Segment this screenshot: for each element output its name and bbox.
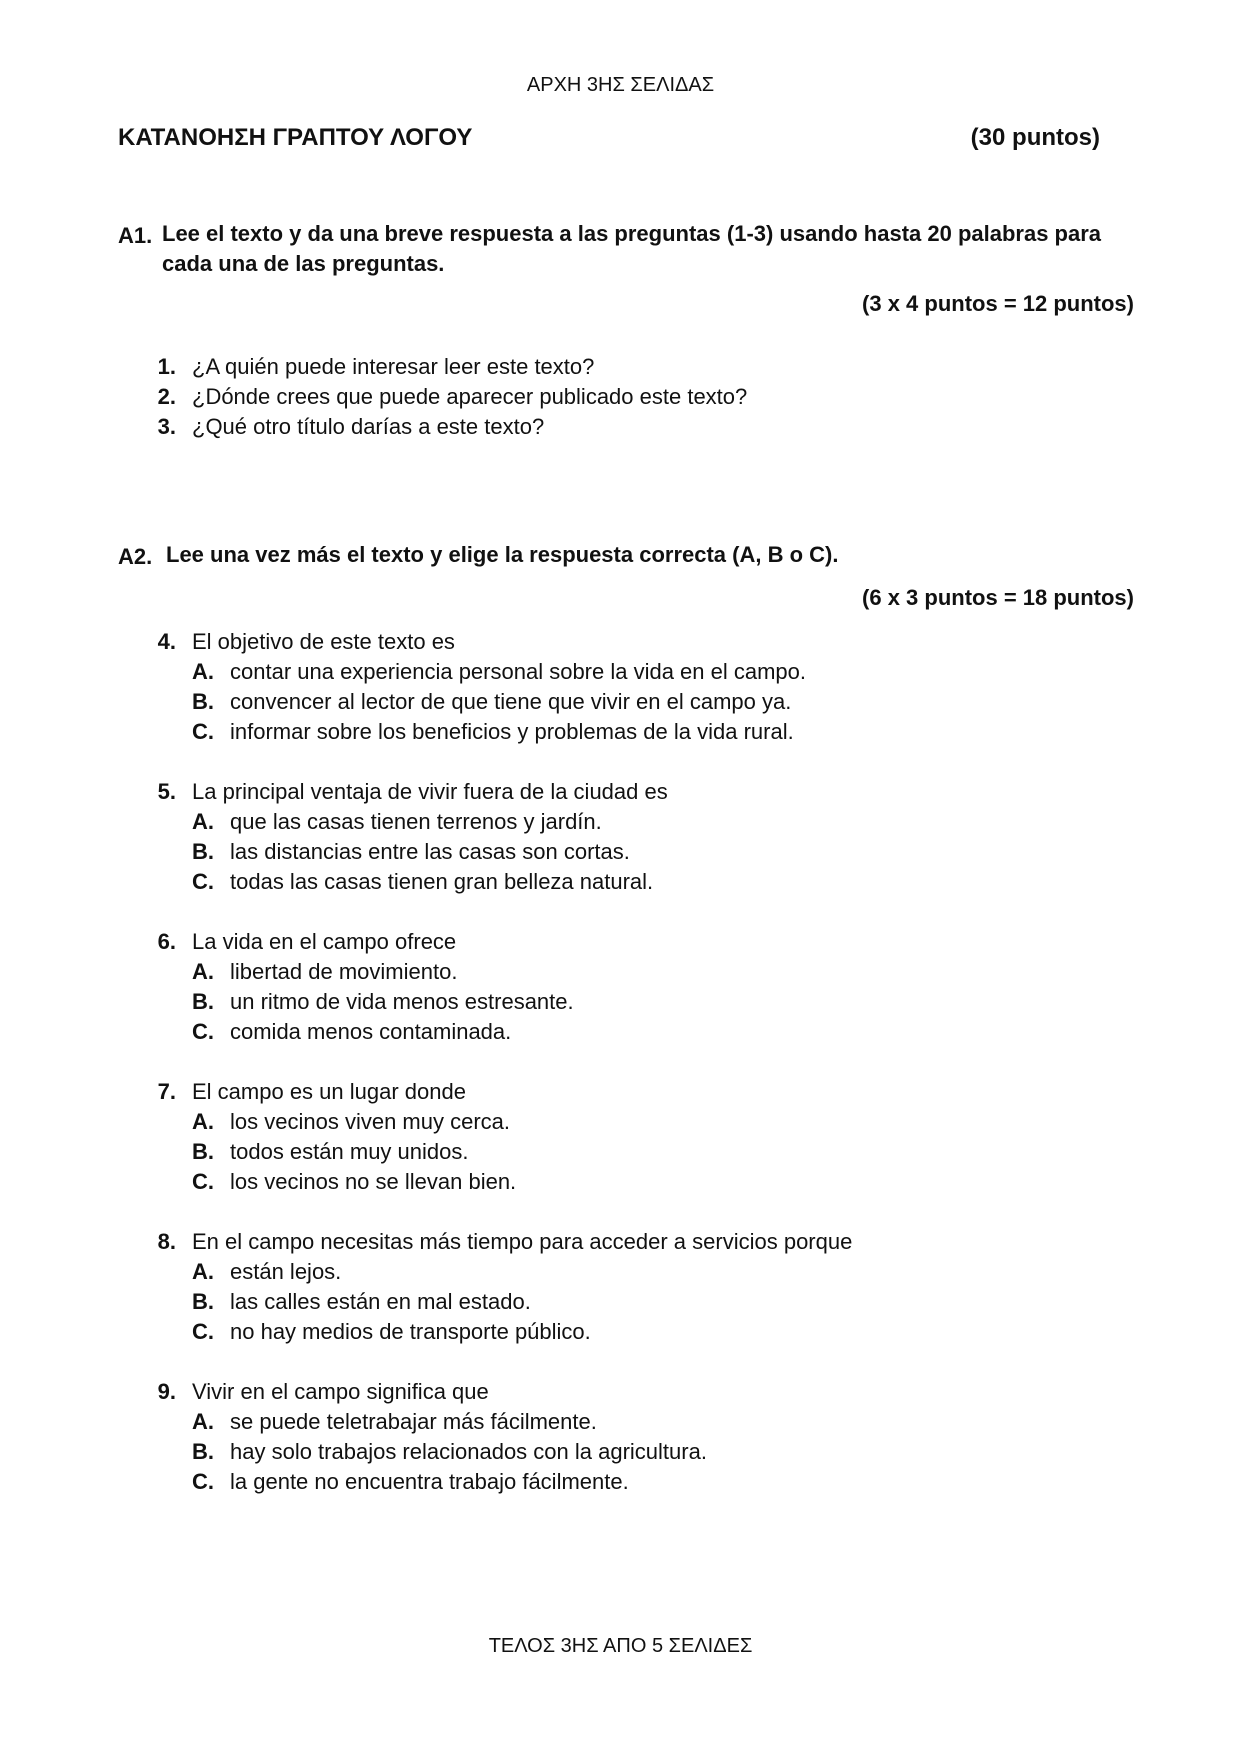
option-letter: C.: [192, 869, 214, 894]
a1-instruction-line1: Lee el texto y da una breve respuesta a las preguntas (1-3) usando hasta 20 palabras para: [162, 221, 1102, 246]
question-number: 4.: [157, 629, 176, 654]
question-number: 3.: [157, 414, 176, 439]
question-number: 6.: [157, 929, 176, 954]
option-letter: B.: [192, 1289, 214, 1314]
a2-label: A2.: [118, 544, 153, 569]
section-points: (30 puntos): [970, 124, 1100, 151]
a2-score: (6 x 3 puntos = 18 puntos): [862, 585, 1134, 610]
option-letter: A.: [192, 809, 214, 834]
option-letter: B.: [192, 989, 214, 1014]
question-number: 2.: [157, 384, 176, 409]
question-text: ¿A quién puede interesar leer este texto?: [192, 354, 595, 379]
option-letter: C.: [192, 719, 214, 744]
question-number: 7.: [157, 1079, 176, 1104]
option-letter: C.: [192, 1019, 214, 1044]
question-text: Vivir en el campo significa que: [192, 1379, 489, 1404]
option-letter: C.: [192, 1319, 214, 1344]
option-letter: A.: [192, 959, 214, 984]
question-number: 9.: [157, 1379, 176, 1404]
question-text: En el campo necesitas más tiempo para acceder a servicios porque: [192, 1229, 853, 1254]
option-text: libertad de movimiento.: [230, 959, 458, 984]
page-footer: ΤΕΛΟΣ 3ΗΣ ΑΠΟ 5 ΣΕΛΙΔΕΣ: [488, 1635, 753, 1657]
a2-instruction: Lee una vez más el texto y elige la respuesta correcta (A, B o C).: [166, 542, 839, 567]
question-text: El objetivo de este texto es: [192, 629, 455, 654]
option-letter: B.: [192, 1139, 214, 1164]
question-text: El campo es un lugar donde: [192, 1079, 466, 1104]
page-header: ΑΡΧΗ 3ΗΣ ΣΕΛΙΔΑΣ: [526, 74, 715, 96]
option-text: las calles están en mal estado.: [230, 1289, 531, 1314]
option-letter: A.: [192, 1109, 214, 1134]
option-text: la gente no encuentra trabajo fácilmente.: [230, 1469, 629, 1494]
a1-label: A1.: [118, 223, 153, 248]
option-letter: B.: [192, 1439, 214, 1464]
section-title: ΚΑΤΑΝΟΗΣΗ ΓΡΑΠΤΟΥ ΛΟΓΟΥ: [118, 124, 473, 151]
option-text: comida menos contaminada.: [230, 1019, 512, 1044]
option-text: se puede teletrabajar más fácilmente.: [230, 1409, 597, 1434]
option-text: que las casas tienen terrenos y jardín.: [230, 809, 602, 834]
option-text: las distancias entre las casas son cortas.: [230, 839, 630, 864]
option-text: un ritmo de vida menos estresante.: [230, 989, 574, 1014]
question-text: ¿Qué otro título darías a este texto?: [192, 414, 545, 439]
option-text: los vecinos viven muy cerca.: [230, 1109, 510, 1134]
option-text: hay solo trabajos relacionados con la agricultura.: [230, 1439, 707, 1464]
option-letter: A.: [192, 659, 214, 684]
option-text: están lejos.: [230, 1259, 342, 1284]
question-number: 8.: [157, 1229, 176, 1254]
option-letter: B.: [192, 839, 214, 864]
option-letter: C.: [192, 1169, 214, 1194]
option-text: los vecinos no se llevan bien.: [230, 1169, 517, 1194]
option-letter: C.: [192, 1469, 214, 1494]
question-number: 5.: [157, 779, 176, 804]
option-text: convencer al lector de que tiene que vivir en el campo ya.: [230, 689, 792, 714]
a1-instruction-line2: cada una de las preguntas.: [162, 251, 445, 276]
option-letter: A.: [192, 1409, 214, 1434]
question-text: La principal ventaja de vivir fuera de la ciudad es: [192, 779, 668, 804]
option-text: informar sobre los beneficios y problemas de la vida rural.: [230, 719, 794, 744]
option-letter: A.: [192, 1259, 214, 1284]
option-text: no hay medios de transporte público.: [230, 1319, 591, 1344]
question-text: ¿Dónde crees que puede aparecer publicado este texto?: [192, 384, 748, 409]
question-number: 1.: [157, 354, 176, 379]
option-text: contar una experiencia personal sobre la vida en el campo.: [230, 659, 807, 684]
option-letter: B.: [192, 689, 214, 714]
a1-score: (3 x 4 puntos = 12 puntos): [862, 291, 1134, 316]
option-text: todas las casas tienen gran belleza natural.: [230, 869, 654, 894]
option-text: todos están muy unidos.: [230, 1139, 469, 1164]
question-text: La vida en el campo ofrece: [192, 929, 457, 954]
